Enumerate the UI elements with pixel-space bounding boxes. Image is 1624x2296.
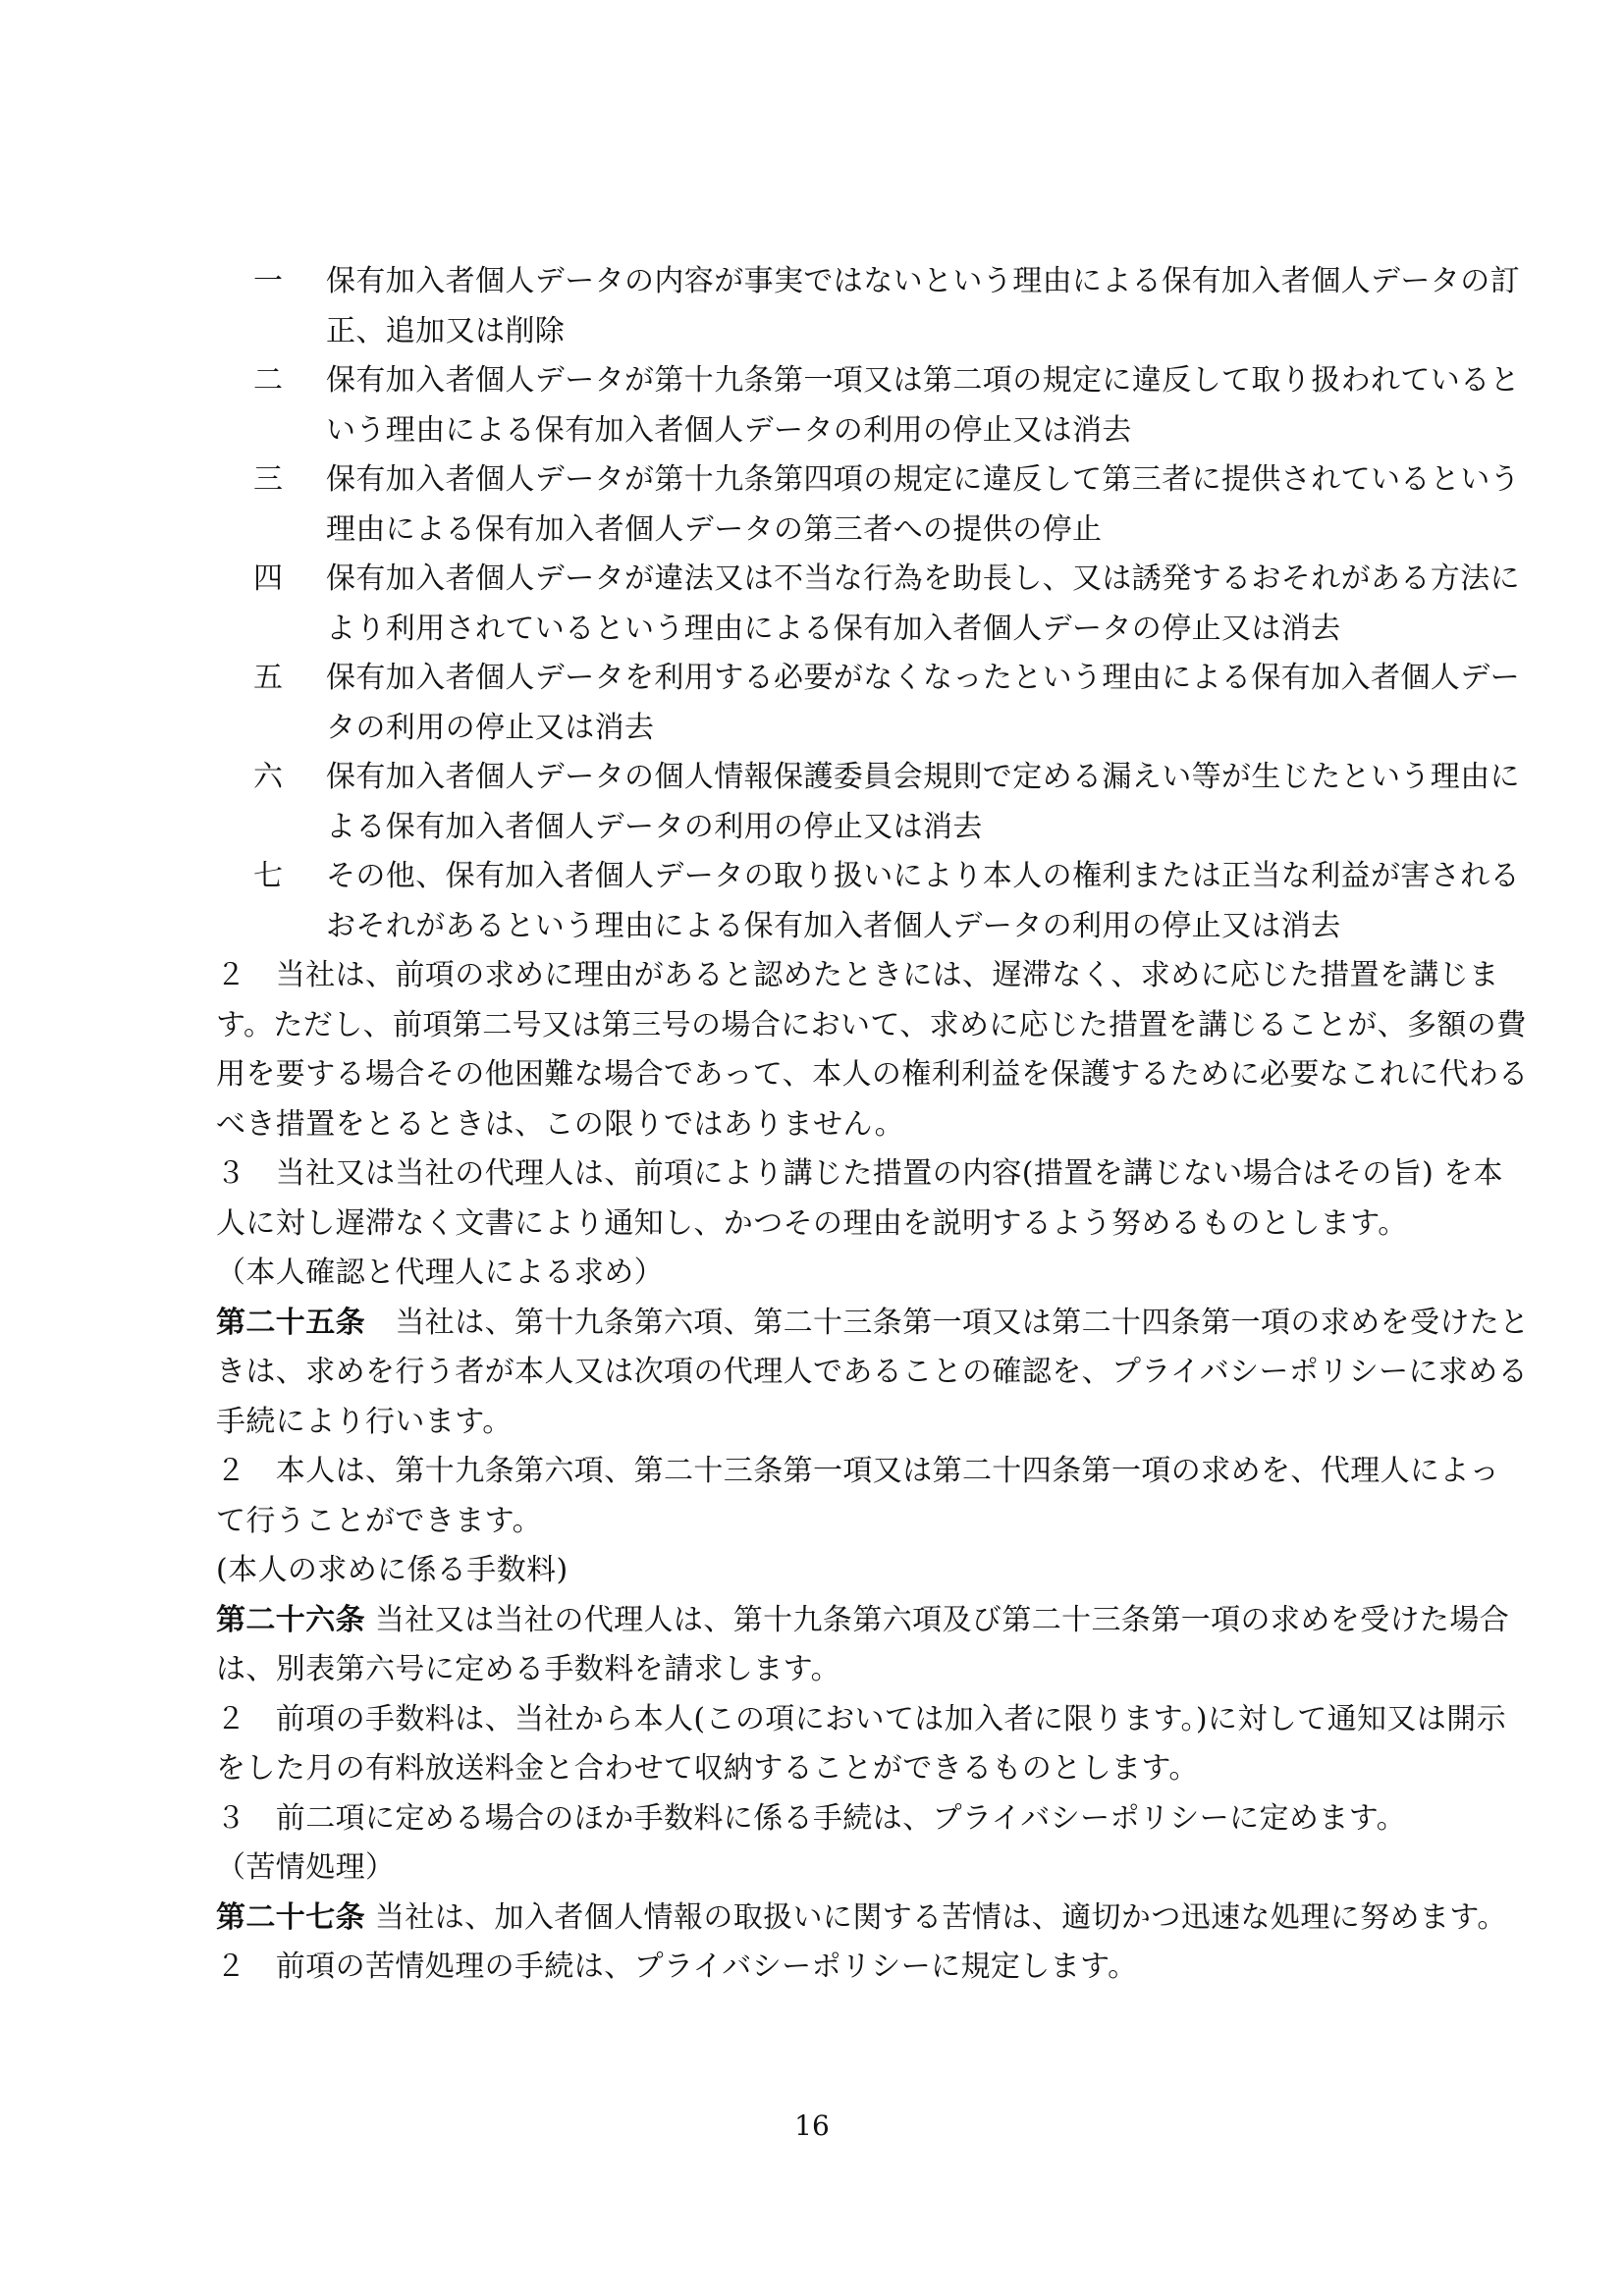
list-item: 七 その他、保有加入者個人データの取り扱いにより本人の権利または正当な利益が害される bbox=[216, 852, 1483, 902]
item-number: 二 bbox=[253, 363, 284, 398]
article-27-paragraph-2: ２ 前項の苦情処理の手続は、プライバシーポリシーに規定します。 bbox=[216, 1949, 1138, 1984]
article-title: 第二十六条 bbox=[216, 1602, 365, 1637]
text-line: 人に対し遅滞なく文書により通知し、かつその理由を説明するよう努めるものとします。 bbox=[216, 1205, 1408, 1241]
section-heading-27: （苦情処理） bbox=[216, 1850, 396, 1885]
article-26-paragraph-2 bbox=[216, 1695, 1507, 1794]
paragraph-2 bbox=[216, 951, 1529, 1149]
text-line: 第二十五条 当社は、第十九条第六項、第二十三条第一項又は第二十四条第一項の求めを受けたと bbox=[216, 1305, 1530, 1340]
item-number: 四 bbox=[253, 561, 284, 596]
text-line: 用を要する場合その他困難な場合であって、本人の権利利益を保護するために必要なこれに代わる bbox=[216, 1057, 1529, 1092]
text-line: きは、求めを行う者が本人又は次項の代理人であることの確認を、プライバシーポリシーに求める bbox=[216, 1355, 1529, 1389]
item-list bbox=[216, 257, 1520, 951]
article-title: 第二十五条 bbox=[216, 1305, 365, 1340]
text-line: す。ただし、前項第二号又は第三号の場合において、求めに応じた措置を講じることが、多額の費 bbox=[216, 1007, 1527, 1042]
text-line: をした月の有料放送料金と合わせて収納することができるものとします。 bbox=[216, 1751, 1199, 1786]
item-number: 六 bbox=[253, 760, 284, 794]
text-line: 手続により行います。 bbox=[216, 1404, 513, 1439]
article-26 bbox=[216, 1596, 1510, 1695]
article-27 bbox=[216, 1894, 1507, 1944]
section-heading-26: (本人の求めに係る手数料) bbox=[216, 1553, 568, 1587]
item-number: 五 bbox=[253, 661, 284, 695]
article-25 bbox=[216, 1299, 1530, 1448]
text-line: て行うことができます。 bbox=[216, 1503, 542, 1538]
list-item-continuation: 正、追加又は削除 bbox=[326, 313, 566, 348]
list-item: 二 保有加入者個人データが第十九条第一項又は第二項の規定に違反して取り扱われていると bbox=[216, 356, 1483, 406]
list-item-continuation: タの利用の停止又は消去 bbox=[326, 710, 655, 745]
list-item: 一 保有加入者個人データの内容が事実ではないという理由による保有加入者個人データの訂 bbox=[216, 257, 1483, 307]
item-number: 七 bbox=[253, 859, 284, 893]
page-number: 16 bbox=[794, 2109, 830, 2142]
text-line: べき措置をとるときは、この限りではありません。 bbox=[216, 1106, 904, 1142]
list-item-continuation: いう理由による保有加入者個人データの利用の停止又は消去 bbox=[326, 412, 1132, 448]
text-line: ２ 当社は、前項の求めに理由があると認めたときには、遅滞なく、求めに応じた措置を講じま bbox=[216, 958, 1499, 992]
list-item: 五 保有加入者個人データを利用する必要がなくなったという理由による保有加入者個人デー bbox=[216, 654, 1483, 704]
article-25-paragraph-2 bbox=[216, 1447, 1500, 1546]
item-number: 三 bbox=[253, 462, 284, 497]
text-line: 第二十六条 当社又は当社の代理人は、第十九条第六項及び第二十三条第一項の求めを受けた場合 bbox=[216, 1602, 1510, 1637]
article-title: 第二十七条 bbox=[216, 1899, 365, 1935]
article-26-paragraph-3: ３ 前二項に定める場合のほか手数料に係る手続は、プライバシーポリシーに定めます。 bbox=[216, 1800, 1407, 1836]
page-body bbox=[216, 257, 1530, 1993]
paragraph-3 bbox=[216, 1149, 1503, 1249]
text-line: ２ 本人は、第十九条第六項、第二十三条第一項又は第二十四条第一項の求めを、代理人によっ bbox=[216, 1454, 1500, 1488]
list-item: 六 保有加入者個人データの個人情報保護委員会規則で定める漏えい等が生じたという理由に bbox=[216, 753, 1483, 803]
item-number: 一 bbox=[253, 264, 284, 298]
list-item-continuation: より利用されているという理由による保有加入者個人データの停止又は消去 bbox=[326, 611, 1341, 646]
section-heading-25: （本人確認と代理人による求め） bbox=[216, 1255, 664, 1290]
list-item-continuation: おそれがあるという理由による保有加入者個人データの利用の停止又は消去 bbox=[326, 908, 1341, 943]
list-item-continuation: 理由による保有加入者個人データの第三者への提供の停止 bbox=[326, 511, 1103, 547]
text-line: は、別表第六号に定める手数料を請求します。 bbox=[216, 1652, 840, 1686]
list-item: 三 保有加入者個人データが第十九条第四項の規定に違反して第三者に提供されているという bbox=[216, 455, 1483, 506]
text-line: ２ 前項の手数料は、当社から本人(この項においては加入者に限ります。)に対して通知又は開示 bbox=[216, 1701, 1507, 1736]
text-line: ３ 当社又は当社の代理人は、前項により講じた措置の内容(措置を講じない場合はその旨) を本 bbox=[216, 1156, 1503, 1191]
list-item: 四 保有加入者個人データが違法又は不当な行為を助長し、又は誘発するおそれがある方法に bbox=[216, 555, 1483, 605]
list-item-continuation: よる保有加入者個人データの利用の停止又は消去 bbox=[326, 809, 983, 844]
text-line: 第二十七条 当社は、加入者個人情報の取扱いに関する苦情は、適切かつ迅速な処理に努めます。 bbox=[216, 1899, 1507, 1935]
